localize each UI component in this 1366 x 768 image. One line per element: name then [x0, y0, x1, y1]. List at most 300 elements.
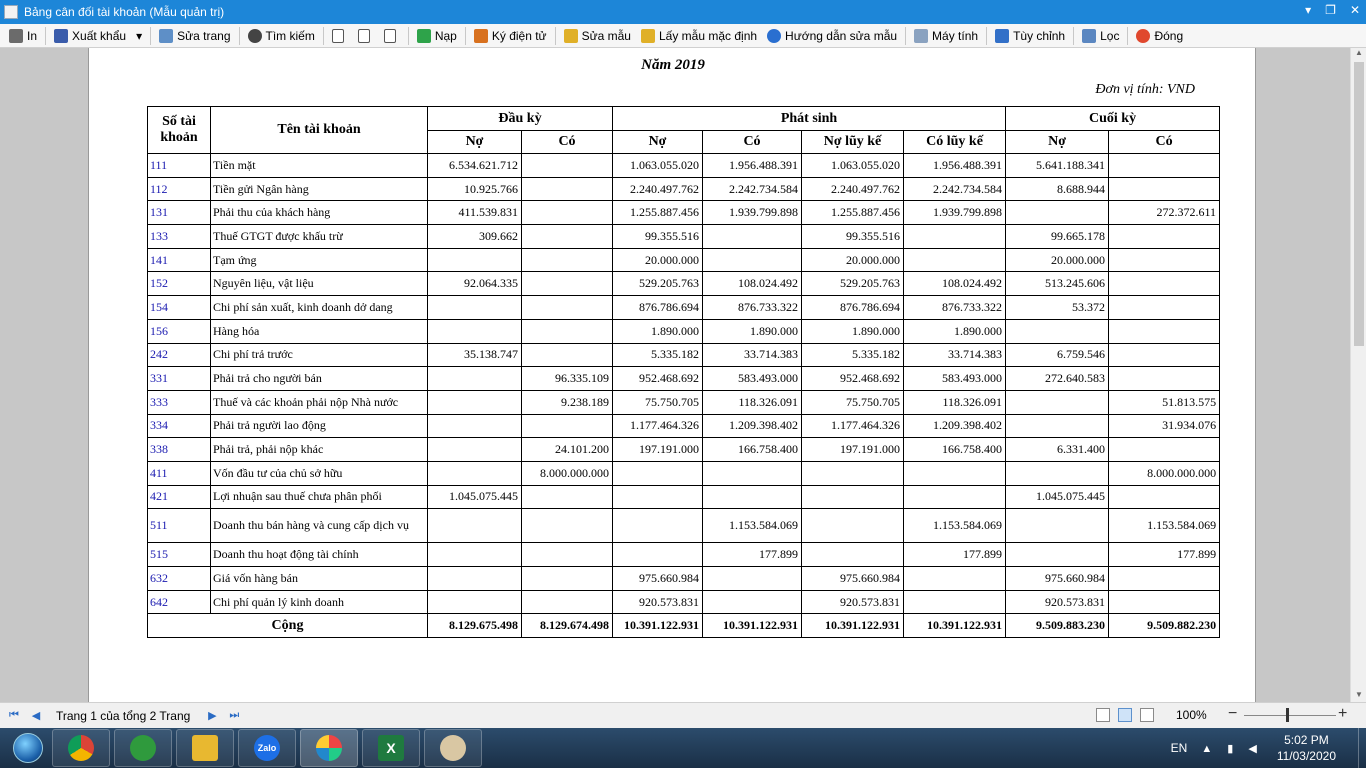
- amount-cell: [428, 390, 522, 414]
- amount-cell: 1.209.398.402: [703, 414, 802, 438]
- amount-cell: [522, 296, 613, 320]
- amount-cell: [1109, 438, 1220, 462]
- account-name: Phải trả, phải nộp khác: [211, 438, 428, 462]
- account-name: Phải trả cho người bán: [211, 367, 428, 391]
- amount-cell: 96.335.109: [522, 367, 613, 391]
- amount-cell: [1006, 509, 1109, 543]
- amount-cell: [522, 177, 613, 201]
- table-row: [148, 296, 1220, 320]
- amount-cell: [1109, 590, 1220, 614]
- amount-cell: 8.688.944: [1006, 177, 1109, 201]
- amount-cell: [522, 201, 613, 225]
- account-code[interactable]: 156: [148, 319, 211, 343]
- account-code[interactable]: 511: [148, 509, 211, 543]
- zoom-slider-thumb[interactable]: [1286, 708, 1289, 722]
- toolbar-label: Sửa trang: [177, 28, 231, 43]
- table-row: [148, 438, 1220, 462]
- amount-cell: [1109, 225, 1220, 249]
- account-name: Chi phí trả trước: [211, 343, 428, 367]
- toolbar-label: Tìm kiếm: [265, 28, 315, 43]
- amount-cell: [522, 343, 613, 367]
- clock-date: 11/03/2020: [1276, 749, 1336, 763]
- account-name: Thuế và các khoản phải nộp Nhà nước: [211, 390, 428, 414]
- table-row: [148, 248, 1220, 272]
- toolbar-button-ký-điện-tử[interactable]: [469, 26, 552, 46]
- taskbar-app-paint[interactable]: [424, 729, 482, 767]
- amount-cell: 1.045.075.445: [428, 485, 522, 509]
- amount-cell: 118.326.091: [904, 390, 1006, 414]
- amount-cell: 118.326.091: [703, 390, 802, 414]
- total-amount: 8.129.675.498: [428, 614, 522, 638]
- amount-cell: [428, 461, 522, 485]
- total-amount: 9.509.883.230: [1006, 614, 1109, 638]
- table-row: [148, 414, 1220, 438]
- col-header-movement: Phát sinh: [613, 107, 1006, 131]
- account-name: Phải trả người lao động: [211, 414, 428, 438]
- toolbar-label: Lấy mẫu mặc định: [658, 28, 758, 43]
- toolbar-label: Tùy chỉnh: [1013, 28, 1066, 43]
- account-code[interactable]: 112: [148, 177, 211, 201]
- account-name: Tiền gửi Ngân hàng: [211, 177, 428, 201]
- edit-page-icon: [159, 29, 173, 43]
- next-page-icon[interactable]: ▶: [208, 710, 217, 722]
- toolbar-label: Xuất khẩu: [72, 28, 127, 43]
- restore-icon[interactable]: ❐: [1325, 3, 1336, 17]
- amount-cell: [428, 248, 522, 272]
- amount-cell: 529.205.763: [802, 272, 904, 296]
- report-year: Năm 2019: [641, 57, 705, 73]
- taskbar-apps: [48, 729, 482, 767]
- col-header-movement-credit: Có: [703, 131, 802, 154]
- taskbar-app-file-explorer[interactable]: [176, 729, 234, 767]
- amount-cell: 1.153.584.069: [904, 509, 1006, 543]
- amount-cell: [1109, 343, 1220, 367]
- vertical-scrollbar[interactable]: [1350, 48, 1366, 702]
- table-row: [148, 567, 1220, 591]
- filter-icon: [1082, 29, 1096, 43]
- amount-cell: 952.468.692: [613, 367, 703, 391]
- toolbar-separator: [1073, 27, 1074, 45]
- start-button[interactable]: [8, 728, 48, 768]
- amount-cell: 1.177.464.326: [613, 414, 703, 438]
- amount-cell: 2.240.497.762: [613, 177, 703, 201]
- scroll-down-icon[interactable]: ▼: [1355, 690, 1363, 699]
- amount-cell: 411.539.831: [428, 201, 522, 225]
- taskbar-app-report-app[interactable]: [300, 729, 358, 767]
- amount-cell: [428, 296, 522, 320]
- table-row: [148, 461, 1220, 485]
- toolbar-separator: [45, 27, 46, 45]
- amount-cell: [1006, 319, 1109, 343]
- amount-cell: 75.750.705: [802, 390, 904, 414]
- total-amount: 8.129.674.498: [522, 614, 613, 638]
- printer-icon: [9, 29, 23, 43]
- single-page-view-icon[interactable]: [1096, 708, 1110, 722]
- amount-cell: [522, 154, 613, 178]
- amount-cell: [522, 590, 613, 614]
- col-header-cum-debit: Nợ lũy kế: [802, 131, 904, 154]
- app-icon: [4, 5, 18, 19]
- minimize-icon[interactable]: ▾: [1305, 3, 1312, 17]
- col-header-code: Số tài khoản: [148, 107, 211, 154]
- account-code[interactable]: 515: [148, 543, 211, 567]
- customize-icon: [995, 29, 1009, 43]
- toolbar-label: Ký điện tử: [491, 28, 547, 43]
- amount-cell: 20.000.000: [1006, 248, 1109, 272]
- account-code[interactable]: 334: [148, 414, 211, 438]
- zoom-level: 100%: [1176, 708, 1207, 722]
- taskbar-app-coc-coc[interactable]: [114, 729, 172, 767]
- amount-cell: [1006, 543, 1109, 567]
- toolbar-button-page-view-4[interactable]: [327, 26, 353, 46]
- amount-cell: [904, 225, 1006, 249]
- amount-cell: 1.045.075.445: [1006, 485, 1109, 509]
- amount-cell: 1.255.887.456: [613, 201, 703, 225]
- last-page-icon[interactable]: ⏭: [229, 709, 240, 721]
- amount-cell: [428, 367, 522, 391]
- amount-cell: 177.899: [1109, 543, 1220, 567]
- amount-cell: 5.335.182: [802, 343, 904, 367]
- toolbar-separator: [986, 27, 987, 45]
- toolbar-label: Đóng: [1154, 28, 1184, 43]
- first-page-icon[interactable]: ⏮: [9, 709, 19, 721]
- amount-cell: 166.758.400: [703, 438, 802, 462]
- amount-cell: [428, 509, 522, 543]
- amount-cell: 272.640.583: [1006, 367, 1109, 391]
- window-title: Bảng cân đối tài khoản (Mẫu quản trị): [24, 5, 225, 19]
- windows-logo-icon: [13, 733, 43, 763]
- account-name: Giá vốn hàng bán: [211, 567, 428, 591]
- amount-cell: 1.153.584.069: [703, 509, 802, 543]
- amount-cell: 2.242.734.584: [904, 177, 1006, 201]
- amount-cell: 1.939.799.898: [703, 201, 802, 225]
- amount-cell: 975.660.984: [613, 567, 703, 591]
- toolbar-button-page-view-5[interactable]: [353, 26, 379, 46]
- export-icon: [54, 29, 68, 43]
- currency-unit: Đơn vị tính: VND: [1095, 82, 1195, 97]
- amount-cell: 20.000.000: [613, 248, 703, 272]
- amount-cell: 177.899: [703, 543, 802, 567]
- table-row: [148, 225, 1220, 249]
- account-code[interactable]: 111: [148, 154, 211, 178]
- amount-cell: 24.101.200: [522, 438, 613, 462]
- total-label: Cộng: [148, 614, 428, 638]
- amount-cell: 952.468.692: [802, 367, 904, 391]
- toolbar-separator: [323, 27, 324, 45]
- multi-page-view-icon[interactable]: [1140, 708, 1154, 722]
- amount-cell: [522, 509, 613, 543]
- prev-page-icon[interactable]: ◀: [31, 710, 41, 722]
- amount-cell: [522, 414, 613, 438]
- amount-cell: [428, 319, 522, 343]
- account-code[interactable]: 421: [148, 485, 211, 509]
- table-row: [148, 543, 1220, 567]
- amount-cell: 20.000.000: [802, 248, 904, 272]
- amount-cell: [613, 461, 703, 485]
- amount-cell: [522, 543, 613, 567]
- zoom-slider-track[interactable]: [1244, 715, 1336, 716]
- account-code[interactable]: 338: [148, 438, 211, 462]
- amount-cell: 9.238.189: [522, 390, 613, 414]
- amount-cell: 1.209.398.402: [904, 414, 1006, 438]
- continuous-view-icon[interactable]: [1118, 708, 1132, 722]
- amount-cell: 1.890.000: [703, 319, 802, 343]
- amount-cell: 1.956.488.391: [703, 154, 802, 178]
- amount-cell: 51.813.575: [1109, 390, 1220, 414]
- show-desktop-button[interactable]: [1358, 728, 1366, 768]
- toolbar-label: Hướng dẫn sửa mẫu: [785, 28, 898, 43]
- amount-cell: 975.660.984: [1006, 567, 1109, 591]
- view-mode-group: [1096, 708, 1154, 722]
- amount-cell: 876.786.694: [613, 296, 703, 320]
- amount-cell: [1109, 319, 1220, 343]
- amount-cell: 1.956.488.391: [904, 154, 1006, 178]
- toolbar-separator: [465, 27, 466, 45]
- amount-cell: 166.758.400: [904, 438, 1006, 462]
- amount-cell: 975.660.984: [802, 567, 904, 591]
- account-name: Vốn đầu tư của chủ sở hữu: [211, 461, 428, 485]
- account-code[interactable]: 131: [148, 201, 211, 225]
- taskbar: [0, 728, 1366, 768]
- account-name: Thuế GTGT được khấu trừ: [211, 225, 428, 249]
- binoculars-icon: [248, 29, 262, 43]
- trial-balance-table: [147, 106, 1220, 638]
- amount-cell: 1.063.055.020: [613, 154, 703, 178]
- amount-cell: [1006, 414, 1109, 438]
- amount-cell: 1.255.887.456: [802, 201, 904, 225]
- page-info: Trang 1 của tổng 2 Trang: [56, 708, 191, 723]
- toolbar-button-page-view-6[interactable]: [379, 26, 405, 46]
- toolbar-button-lọc[interactable]: [1077, 26, 1124, 46]
- amount-cell: 8.000.000.000: [522, 461, 613, 485]
- amount-cell: [703, 567, 802, 591]
- status-bar: [0, 702, 1366, 728]
- toolbar-button-sửa-mẫu[interactable]: [559, 26, 636, 46]
- amount-cell: 1.063.055.020: [802, 154, 904, 178]
- account-code[interactable]: 154: [148, 296, 211, 320]
- file-explorer-icon: [192, 735, 218, 761]
- col-header-cum-credit: Có lũy kế: [904, 131, 1006, 154]
- close-window-icon[interactable]: ✕: [1349, 3, 1360, 17]
- amount-cell: [613, 485, 703, 509]
- excel-icon: X: [378, 735, 404, 761]
- total-amount: 10.391.122.931: [703, 614, 802, 638]
- system-tray: [1171, 728, 1366, 768]
- chrome-icon: [68, 735, 94, 761]
- toolbar-separator: [150, 27, 151, 45]
- amount-cell: 1.890.000: [904, 319, 1006, 343]
- paint-icon: [440, 735, 466, 761]
- chevron-down-icon[interactable]: ▾: [136, 28, 143, 43]
- amount-cell: [802, 509, 904, 543]
- account-name: Tiền mặt: [211, 154, 428, 178]
- toolbar-button-máy-tính[interactable]: [909, 26, 983, 46]
- amount-cell: 99.355.516: [802, 225, 904, 249]
- amount-cell: [428, 438, 522, 462]
- toolbar-button-tùy-chỉnh[interactable]: [990, 26, 1070, 46]
- report-page: [88, 48, 1256, 702]
- table-row: [148, 485, 1220, 509]
- table-row: [148, 343, 1220, 367]
- amount-cell: 1.890.000: [802, 319, 904, 343]
- amount-cell: [522, 272, 613, 296]
- toolbar-separator: [555, 27, 556, 45]
- tray-icons[interactable]: ▲ ▮ ◀: [1201, 742, 1263, 755]
- table-row: [148, 272, 1220, 296]
- amount-cell: 108.024.492: [904, 272, 1006, 296]
- toolbar-button-in[interactable]: [4, 26, 42, 46]
- language-indicator[interactable]: EN: [1170, 741, 1188, 755]
- amount-cell: [1109, 248, 1220, 272]
- toolbar-separator: [408, 27, 409, 45]
- total-row: [148, 614, 1220, 638]
- toolbar-button-xuất-khẩu[interactable]: [49, 26, 147, 46]
- toolbar-label: Lọc: [1100, 28, 1120, 43]
- amount-cell: 1.890.000: [613, 319, 703, 343]
- amount-cell: [1006, 390, 1109, 414]
- toolbar-label: Nạp: [434, 28, 457, 43]
- table-row: [148, 319, 1220, 343]
- amount-cell: [1109, 296, 1220, 320]
- col-header-closing-debit: Nợ: [1006, 131, 1109, 154]
- amount-cell: 583.493.000: [904, 367, 1006, 391]
- amount-cell: [1109, 272, 1220, 296]
- total-amount: 9.509.882.230: [1109, 614, 1220, 638]
- table-row: [148, 154, 1220, 178]
- col-header-closing-credit: Có: [1109, 131, 1220, 154]
- amount-cell: 920.573.831: [1006, 590, 1109, 614]
- amount-cell: [1109, 367, 1220, 391]
- amount-cell: 177.899: [904, 543, 1006, 567]
- taskbar-app-excel[interactable]: [362, 729, 420, 767]
- amount-cell: [703, 225, 802, 249]
- account-name: Nguyên liệu, vật liệu: [211, 272, 428, 296]
- amount-cell: [904, 248, 1006, 272]
- account-name: Doanh thu bán hàng và cung cấp dịch vụ: [211, 509, 428, 543]
- toolbar-button-sửa-trang[interactable]: [154, 26, 235, 46]
- amount-cell: 309.662: [428, 225, 522, 249]
- amount-cell: [428, 590, 522, 614]
- amount-cell: [428, 543, 522, 567]
- taskbar-app-chrome[interactable]: [52, 729, 110, 767]
- help-icon: [767, 29, 781, 43]
- amount-cell: 92.064.335: [428, 272, 522, 296]
- account-code[interactable]: 632: [148, 567, 211, 591]
- calculator-icon: [914, 29, 928, 43]
- account-name: Hàng hóa: [211, 319, 428, 343]
- toolbar-label: In: [27, 28, 38, 43]
- amount-cell: [428, 567, 522, 591]
- account-code[interactable]: 133: [148, 225, 211, 249]
- col-header-opening-debit: Nợ: [428, 131, 522, 154]
- amount-cell: 272.372.611: [1109, 201, 1220, 225]
- amount-cell: [1109, 154, 1220, 178]
- amount-cell: 876.733.322: [904, 296, 1006, 320]
- refresh-icon: [417, 29, 431, 43]
- toolbar-button-đóng[interactable]: [1131, 26, 1188, 46]
- scroll-up-icon[interactable]: ▲: [1355, 48, 1363, 57]
- amount-cell: 6.331.400: [1006, 438, 1109, 462]
- taskbar-app-zalo[interactable]: [238, 729, 296, 767]
- amount-cell: 1.177.464.326: [802, 414, 904, 438]
- amount-cell: 99.665.178: [1006, 225, 1109, 249]
- zoom-out-icon[interactable]: −: [1228, 705, 1238, 722]
- amount-cell: 1.153.584.069: [1109, 509, 1220, 543]
- signature-icon: [474, 29, 488, 43]
- amount-cell: 583.493.000: [703, 367, 802, 391]
- amount-cell: [1109, 485, 1220, 509]
- report-viewer: [0, 48, 1350, 702]
- toolbar-button-tìm-kiếm[interactable]: [243, 26, 320, 46]
- amount-cell: [1109, 567, 1220, 591]
- coc-coc-icon: [130, 735, 156, 761]
- clock[interactable]: [1277, 732, 1336, 764]
- amount-cell: 920.573.831: [613, 590, 703, 614]
- amount-cell: 876.733.322: [703, 296, 802, 320]
- amount-cell: [703, 485, 802, 509]
- account-code[interactable]: 411: [148, 461, 211, 485]
- toolbar-button-nạp[interactable]: [412, 26, 462, 46]
- page-icon: [384, 29, 396, 43]
- amount-cell: [1006, 201, 1109, 225]
- account-code[interactable]: 642: [148, 590, 211, 614]
- col-header-opening: Đầu kỳ: [428, 107, 613, 131]
- toolbar-button-hướng-dẫn-sửa-mẫu[interactable]: [762, 26, 902, 46]
- table-row: [148, 177, 1220, 201]
- account-name: Phải thu của khách hàng: [211, 201, 428, 225]
- account-name: Doanh thu hoạt động tài chính: [211, 543, 428, 567]
- account-code[interactable]: 331: [148, 367, 211, 391]
- amount-cell: 8.000.000.000: [1109, 461, 1220, 485]
- account-name: Chi phí sản xuất, kinh doanh dở dang: [211, 296, 428, 320]
- ruler-icon: [641, 29, 655, 43]
- amount-cell: 10.925.766: [428, 177, 522, 201]
- amount-cell: 99.355.516: [613, 225, 703, 249]
- amount-cell: [522, 485, 613, 509]
- toolbar-button-lấy-mẫu-mặc-định[interactable]: [636, 26, 762, 46]
- amount-cell: 529.205.763: [613, 272, 703, 296]
- account-code[interactable]: 152: [148, 272, 211, 296]
- amount-cell: 53.372: [1006, 296, 1109, 320]
- scroll-thumb[interactable]: [1354, 62, 1364, 346]
- amount-cell: 197.191.000: [613, 438, 703, 462]
- amount-cell: 5.335.182: [613, 343, 703, 367]
- amount-cell: [802, 461, 904, 485]
- col-header-closing: Cuối kỳ: [1006, 107, 1220, 131]
- account-code[interactable]: 141: [148, 248, 211, 272]
- amount-cell: 2.242.734.584: [703, 177, 802, 201]
- clock-time: 5:02 PM: [1284, 733, 1329, 747]
- account-name: Tạm ứng: [211, 248, 428, 272]
- total-amount: 10.391.122.931: [904, 614, 1006, 638]
- total-amount: 10.391.122.931: [802, 614, 904, 638]
- amount-cell: [522, 225, 613, 249]
- amount-cell: 6.759.546: [1006, 343, 1109, 367]
- amount-cell: 33.714.383: [703, 343, 802, 367]
- amount-cell: [613, 509, 703, 543]
- amount-cell: [522, 567, 613, 591]
- account-code[interactable]: 242: [148, 343, 211, 367]
- toolbar-separator: [1127, 27, 1128, 45]
- table-row: [148, 509, 1220, 543]
- amount-cell: 876.786.694: [802, 296, 904, 320]
- amount-cell: 31.934.076: [1109, 414, 1220, 438]
- amount-cell: [904, 485, 1006, 509]
- table-row: [148, 390, 1220, 414]
- zoom-in-icon[interactable]: +: [1338, 705, 1348, 722]
- report-app-icon: [316, 735, 342, 761]
- account-code[interactable]: 333: [148, 390, 211, 414]
